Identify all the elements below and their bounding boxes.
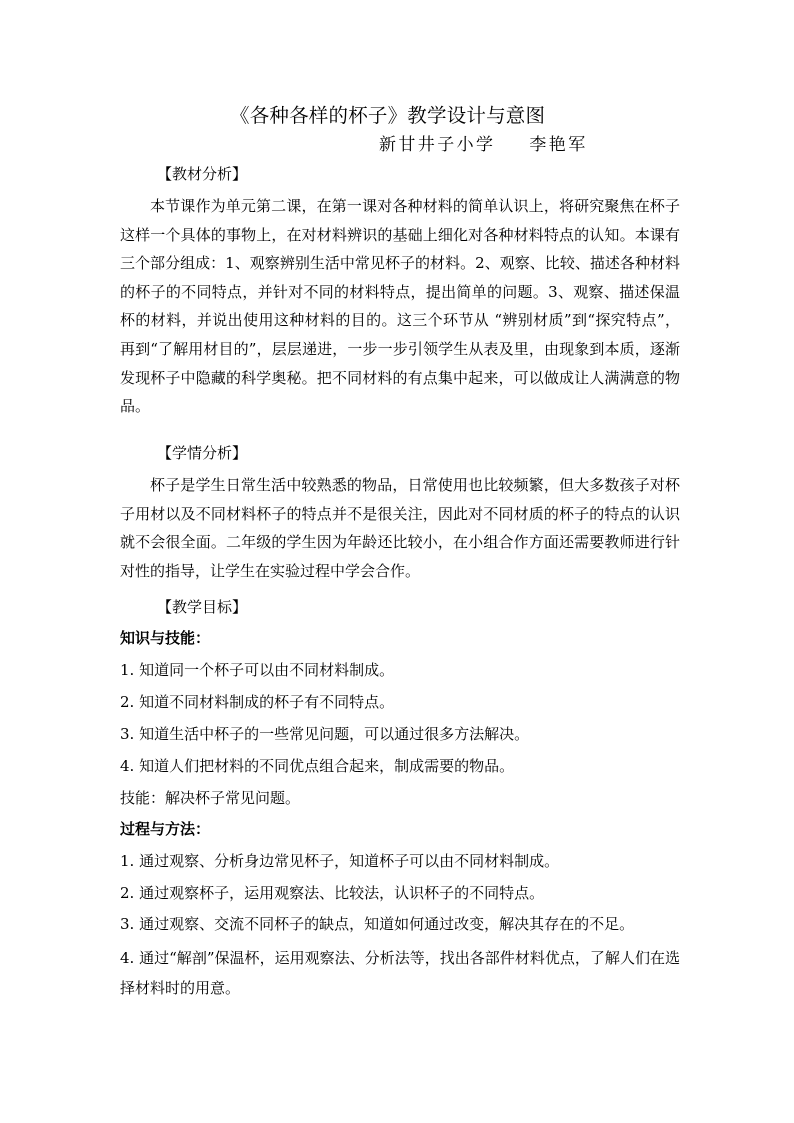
knowledge-item-4: 4. 知道人们把材料的不同优点组合起来，制成需要的物品。 — [120, 757, 515, 775]
process-item-3: 3. 通过观察、交流不同杯子的缺点，知道如何通过改变，解决其存在的不足。 — [120, 915, 635, 933]
learner-analysis-text: 杯子是学生日常生活中较熟悉的物品，日常使用也比较频繁，但大多数孩子对杯子用材以及不同材料杯子的特点并不是很关注，因此对不同材质的杯子的特点的认识就不会很全面。二年级的学生因为年龄还比较小，在小组合作方面还需要教师进行针对性的指导，让学生在实验过程中学会合作。 — [120, 476, 680, 580]
document-title: 《各种各样的杯子》教学设计与意图 — [230, 104, 546, 127]
heading-material-analysis: 【教材分析】 — [157, 165, 248, 183]
author-line — [379, 130, 588, 155]
process-item-1: 1. 通过观察、分析身边常见杯子，知道杯子可以由不同材料制成。 — [120, 852, 560, 870]
heading-teaching-goals: 【教学目标】 — [157, 598, 248, 616]
knowledge-item-2: 2. 知道不同材料制成的杯子有不同特点。 — [120, 693, 395, 711]
material-analysis-text: 本节课作为单元第二课，在第一课对各种材料的简单认识上，将研究聚焦在杯子这样一个具体的事物上，在对材料辨识的基础上细化对各种材料特点的认知。本课有三个部分组成：1、观察辨别生活中常见杯子的材料。2、观察、比较、描述各种材料的杯子的不同特点，并针对不同的材料特点，提出简单的问题。3、观察、描述保温杯的材料，并说出使用这种材料的目的。这三个环节从 “辨别材质”到“探究特点”，再到“了解用材目的”，层层递进，一步一步引领学生从表及里，由现象到本质，逐渐发现杯子中隐藏的科学奥秘。把不同材料的有点集中起来，可以做成让人满满意的物品。 — [120, 197, 680, 416]
process-methods-title: 过程与方法： — [120, 820, 211, 838]
process-item-2: 2. 通过观察杯子，运用观察法、比较法，认识杯子的不同特点。 — [120, 884, 545, 902]
heading-learner-analysis: 【学情分析】 — [157, 444, 248, 462]
knowledge-item-3: 3. 知道生活中杯子的一些常见问题，可以通过很多方法解决。 — [120, 725, 530, 743]
author-name: 李艳军 — [529, 135, 588, 155]
process-item-4: 4. 通过“解剖”保温杯，运用观察法、分析法等，找出各部件材料优点，了解人们在选择材料时的用意。 — [120, 949, 680, 997]
knowledge-skills-title: 知识与技能： — [120, 629, 211, 647]
author-school: 新甘井子小学 — [379, 135, 496, 155]
skill-line: 技能：解决杯子常见问题。 — [120, 789, 301, 807]
knowledge-item-1: 1. 知道同一个杯子可以由不同材料制成。 — [120, 661, 395, 679]
